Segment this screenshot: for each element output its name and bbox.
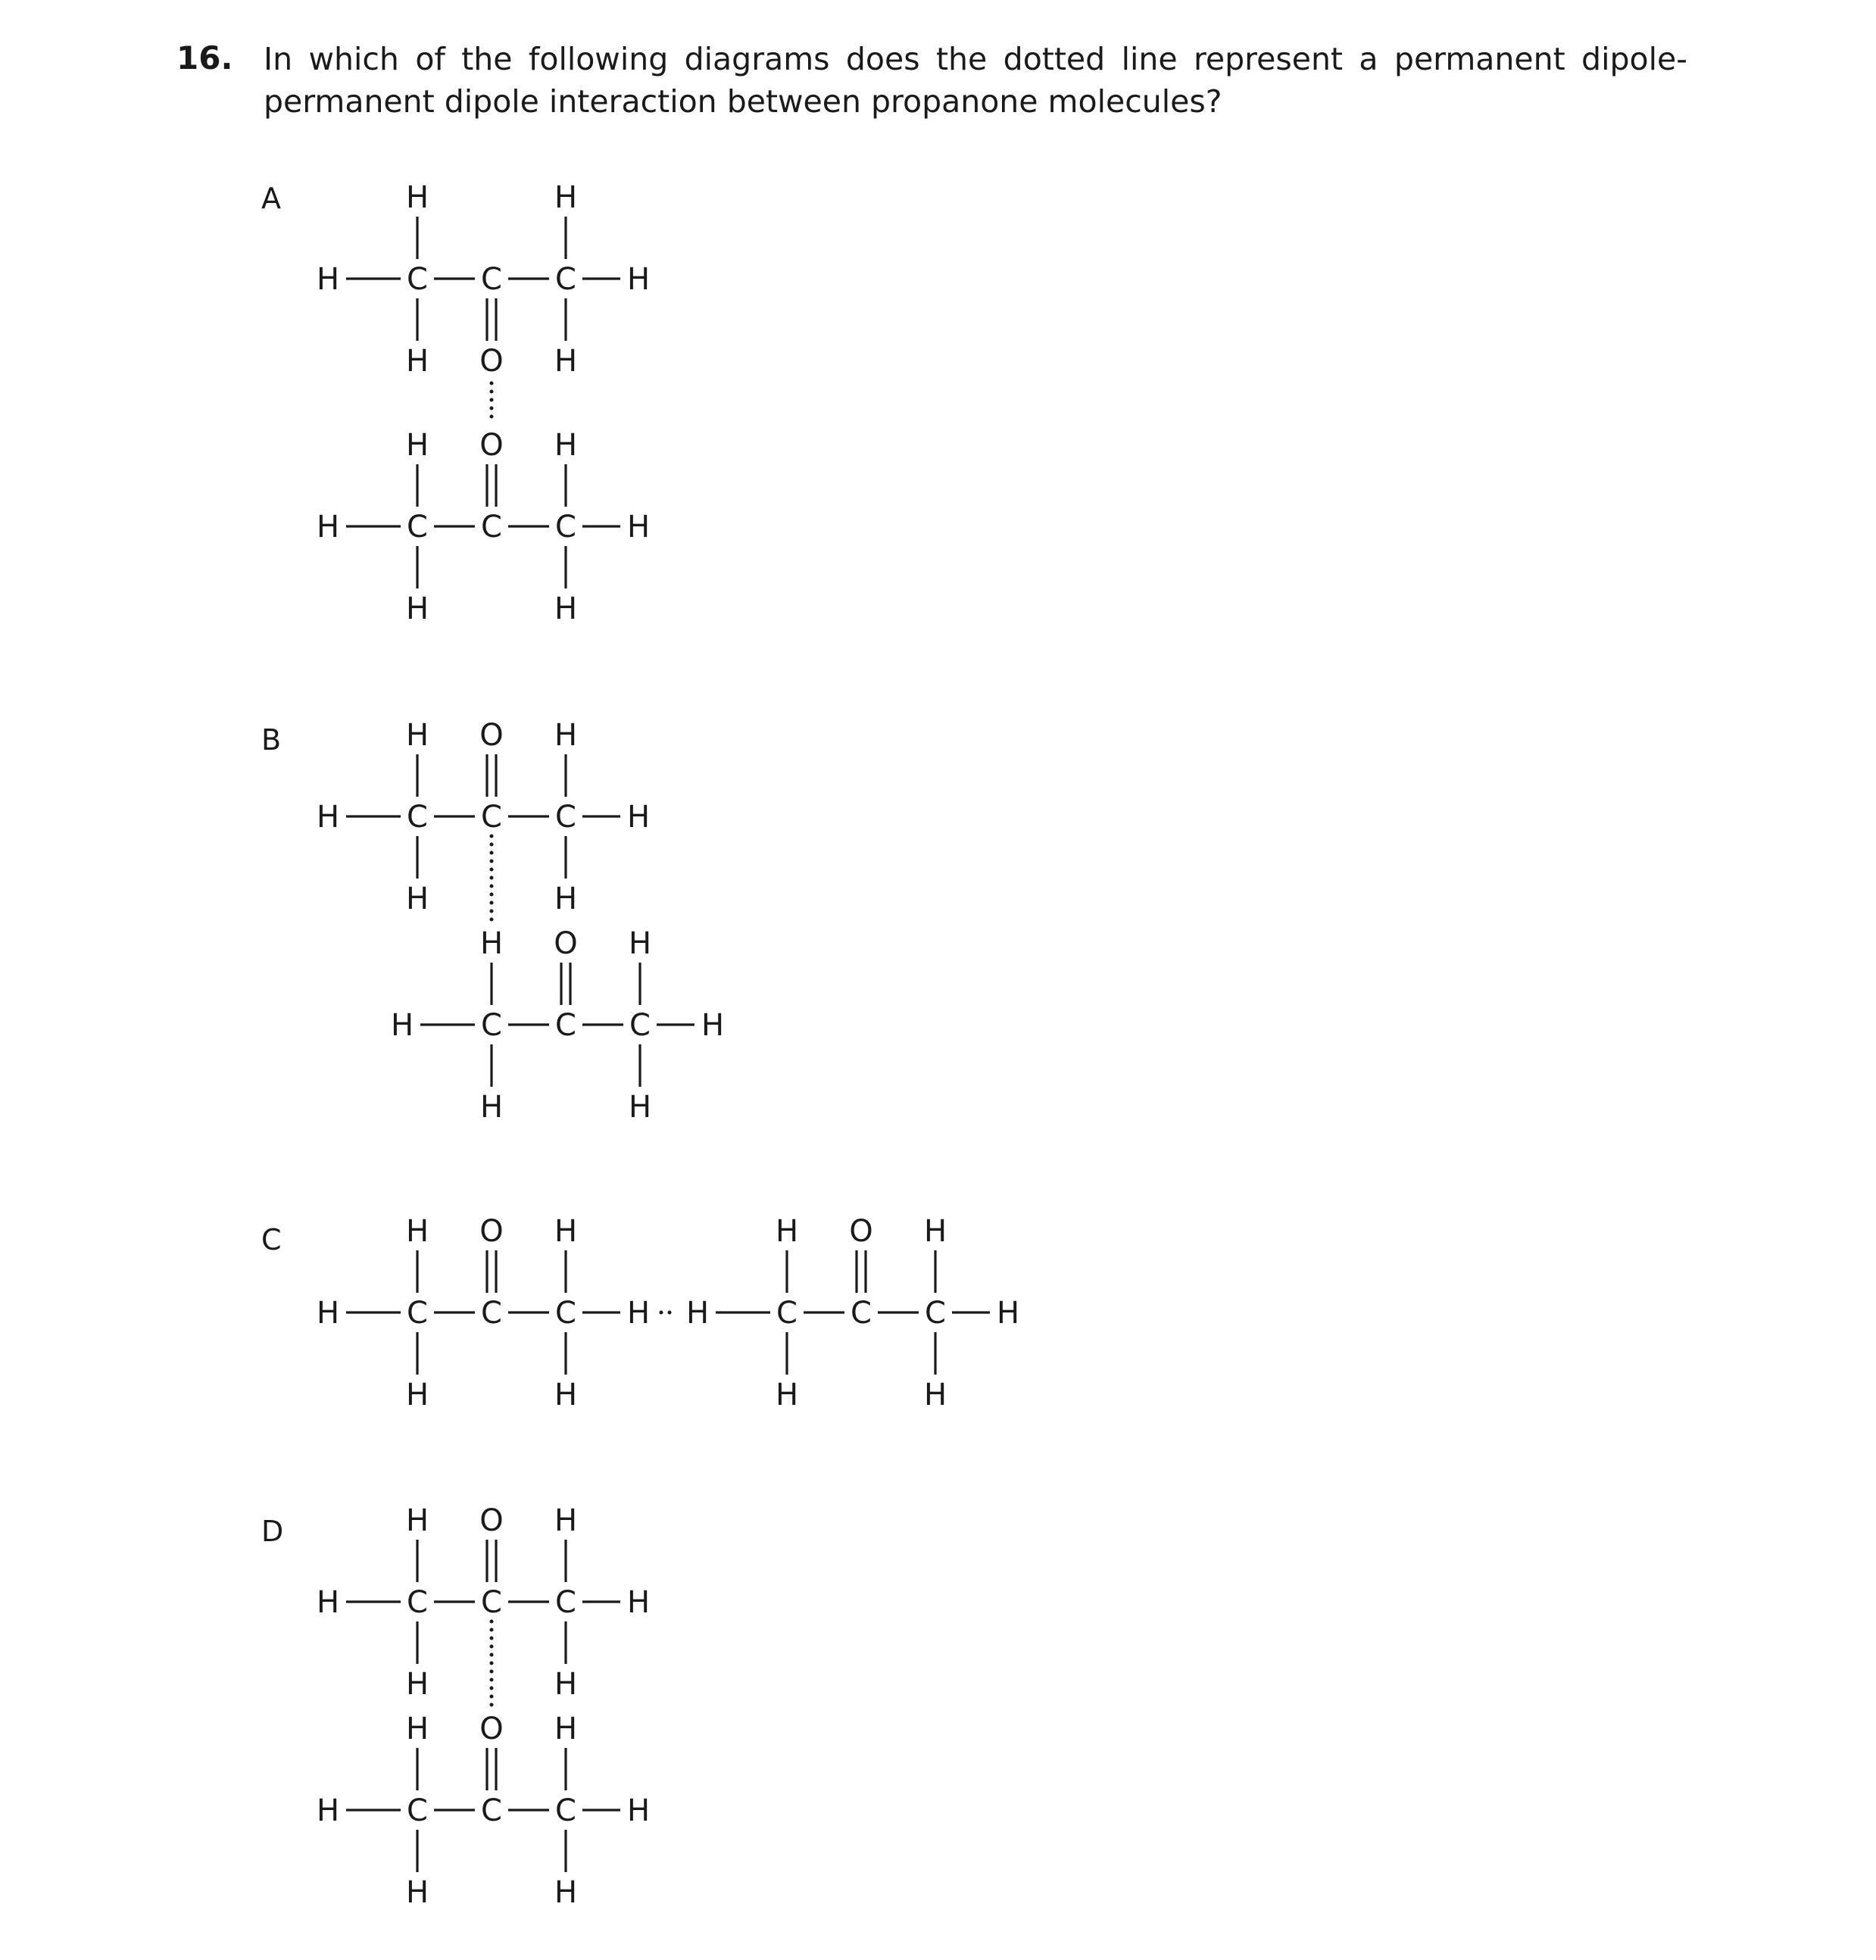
atom-c: C	[407, 800, 428, 835]
atom-o: O	[479, 1712, 504, 1746]
atom-h: H	[685, 1296, 710, 1331]
atom-h: H	[405, 1378, 429, 1412]
atom-h: H	[405, 718, 429, 753]
atom-c: C	[481, 800, 502, 835]
atom-c: C	[407, 1585, 428, 1620]
atom-h: H	[405, 180, 429, 215]
atom-c: C	[481, 1585, 502, 1620]
atom-h: H	[405, 1667, 429, 1702]
atom-h: H	[479, 926, 504, 961]
atom-h: H	[405, 1214, 429, 1249]
atom-h: H	[554, 591, 578, 626]
atom-h: H	[923, 1378, 947, 1412]
atom-c: C	[629, 1008, 651, 1043]
atom-o: O	[479, 1214, 504, 1249]
atom-h: H	[405, 428, 429, 463]
atom-h: H	[923, 1214, 947, 1249]
atom-h: H	[316, 262, 340, 297]
atom-c: C	[481, 510, 502, 545]
question-number: 16.	[176, 39, 233, 76]
atom-h: H	[405, 1503, 429, 1538]
atom-h: H	[554, 344, 578, 379]
atom-c: C	[407, 1296, 428, 1331]
atom-h: H	[626, 510, 651, 545]
atom-h: H	[554, 428, 578, 463]
atom-h: H	[626, 262, 651, 297]
atom-o: O	[479, 428, 504, 463]
atom-c: C	[555, 510, 576, 545]
atom-c: C	[776, 1296, 798, 1331]
atom-c: C	[555, 1793, 576, 1828]
question-text: In which of the following diagrams does the dotted line represent a permanent dipole-permanent dipole interaction between propanone molecules?	[264, 41, 1687, 120]
atom-h: H	[554, 1214, 578, 1249]
atom-h: H	[554, 1503, 578, 1538]
atom-c: C	[407, 510, 428, 545]
option-c-label[interactable]: C	[261, 1223, 282, 1256]
atom-o: O	[479, 1503, 504, 1538]
atom-h: H	[554, 180, 578, 215]
atom-h: H	[479, 1090, 504, 1125]
atom-h: H	[405, 344, 429, 379]
atom-c: C	[407, 262, 428, 297]
atom-c: C	[555, 1296, 576, 1331]
atom-h: H	[996, 1296, 1020, 1331]
atom-c: C	[555, 800, 576, 835]
atom-c: C	[481, 1296, 502, 1331]
atom-o: O	[554, 926, 578, 961]
atom-o: O	[479, 344, 504, 379]
atom-h: H	[554, 1712, 578, 1746]
atom-c: C	[481, 1793, 502, 1828]
atom-h: H	[701, 1008, 725, 1043]
atom-h: H	[626, 1296, 651, 1331]
atom-h: H	[390, 1008, 414, 1043]
option-d-label[interactable]: D	[261, 1515, 284, 1548]
atom-h: H	[316, 1296, 340, 1331]
atom-c: C	[555, 1585, 576, 1620]
atom-h: H	[626, 1585, 651, 1620]
atom-h: H	[405, 1875, 429, 1910]
atom-c: C	[555, 1008, 576, 1043]
atom-h: H	[316, 1793, 340, 1828]
atom-h: H	[775, 1214, 799, 1249]
atom-c: C	[851, 1296, 872, 1331]
atom-h: H	[626, 1793, 651, 1828]
option-a-label[interactable]: A	[261, 182, 281, 215]
atom-c: C	[481, 262, 502, 297]
atom-h: H	[554, 882, 578, 916]
atom-c: C	[925, 1296, 946, 1331]
atom-h: H	[628, 926, 652, 961]
atom-h: H	[405, 591, 429, 626]
option-b-label[interactable]: B	[261, 723, 282, 757]
atom-h: H	[405, 1712, 429, 1746]
atom-c: C	[481, 1008, 502, 1043]
atom-h: H	[554, 1875, 578, 1910]
atom-o: O	[849, 1214, 873, 1249]
atom-h: H	[316, 1585, 340, 1620]
atom-h: H	[554, 1378, 578, 1412]
atom-c: C	[407, 1793, 428, 1828]
atom-h: H	[628, 1090, 652, 1125]
atom-o: O	[479, 718, 504, 753]
atom-h: H	[626, 800, 651, 835]
atom-h: H	[554, 1667, 578, 1702]
atom-h: H	[316, 510, 340, 545]
atom-h: H	[554, 718, 578, 753]
atom-h: H	[405, 882, 429, 916]
atom-h: H	[316, 800, 340, 835]
atom-h: H	[775, 1378, 799, 1412]
atom-c: C	[555, 262, 576, 297]
